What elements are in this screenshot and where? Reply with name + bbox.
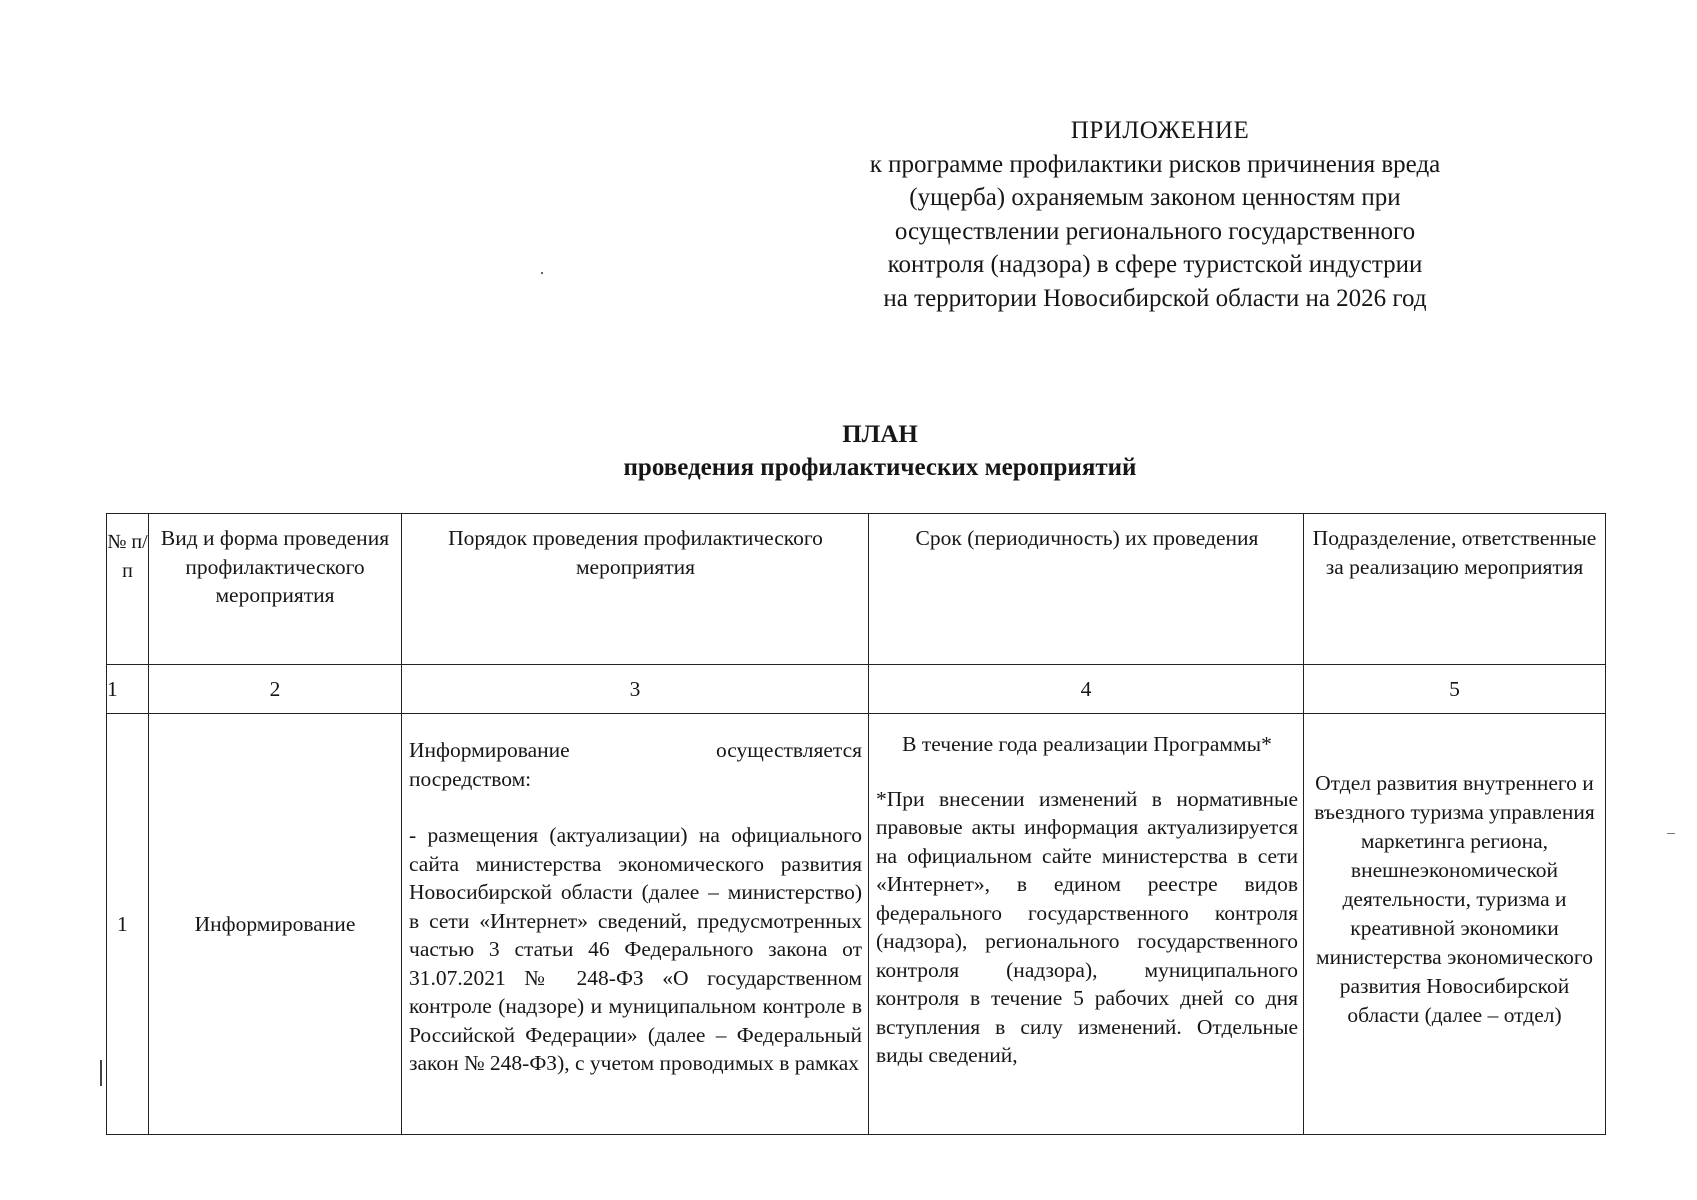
row-procedure <box>402 736 868 1078</box>
term-head: В течение года реализации Программы* <box>902 732 1272 756</box>
column-number: 4 <box>869 665 1304 714</box>
procedure-intro-2: посредством: <box>409 766 532 791</box>
appendix-line: (ущерба) охраняемым законом ценностям при <box>909 184 1401 211</box>
appendix-heading: ПРИЛОЖЕНИЕ <box>1070 117 1250 144</box>
row-term <box>869 730 1303 1070</box>
scan-speck <box>1667 833 1675 834</box>
row-procedure-cell <box>402 714 869 1135</box>
header-text: Порядок проведения профилактического мероприятия <box>448 526 823 579</box>
plan-title: ПЛАН <box>842 421 918 448</box>
row-unit: Отдел развития внутреннего и въездного туризма управления маркетинга региона, внешнеэкономической деятельности, туризма и креативной экономики министерства экономического развития Новосибирской области (далее – отдел) <box>1314 771 1595 1027</box>
plan-title-block <box>580 418 1180 484</box>
header-cell-type <box>149 514 402 665</box>
appendix-block <box>805 114 1505 315</box>
appendix-line: к программе профилактики рисков причинения вреда <box>869 150 1441 178</box>
plan-subtitle: проведения профилактических мероприятий <box>623 454 1137 481</box>
header-cell-unit <box>1304 514 1606 665</box>
header-text: Срок (периодичность) их проведения <box>915 526 1259 550</box>
procedure-body: - размещения (актуализации) на официального сайта министерства экономического развития Новосибирской области (далее – министерство) в сети «Интернет» сведений, предусмотренных частью 3 статьи 46 Федерального закона от 31.07.2021 № 248-ФЗ «О государственном контроле (надзоре) и муниципальном контроле в Российской Федерации» (далее – Федеральный закон № 248-ФЗ), с учетом проводимых в рамках <box>409 823 862 1075</box>
table-header-row <box>107 514 1606 665</box>
column-number: 5 <box>1304 665 1606 714</box>
header-cell-number: № п/п <box>107 514 149 665</box>
column-number-row <box>107 665 1606 714</box>
appendix-line: контроля (надзора) в сфере туристской индустрии <box>887 251 1423 278</box>
header-text: Вид и форма проведения профилактического мероприятия <box>160 526 390 607</box>
header-cell-procedure <box>402 514 869 665</box>
row-number: 1 <box>107 714 149 1135</box>
column-number: 2 <box>149 665 402 714</box>
column-number: 1 <box>107 665 149 714</box>
appendix-line: осуществлении регионального государственного <box>894 217 1416 245</box>
procedure-intro: Информирование осуществляется <box>409 738 862 762</box>
row-unit-cell <box>1304 714 1606 1135</box>
scan-speck <box>541 272 543 274</box>
row-term-cell <box>869 714 1304 1135</box>
row-type-cell <box>149 714 402 1135</box>
row-type: Информирование <box>194 911 356 936</box>
appendix-line: на территории Новосибирской области на 2026 год <box>883 284 1427 312</box>
table-row <box>107 714 1606 1135</box>
header-cell-term <box>869 514 1304 665</box>
plan-table <box>106 513 1606 1135</box>
term-note: *При внесении изменений в нормативные правовые акты информация актуализируется на официальном сайте министерства в сети «Интернет», в едином реестре видов федерального государственного контроля (надзора), регионального государственного контроля (надзора), муниципального контроля в течение 5 рабочих дней со дня вступления в силу изменений. Отдельные виды сведений, <box>876 786 1298 1067</box>
header-text: Подразделение, ответственные за реализацию мероприятия <box>1312 526 1597 579</box>
column-number: 3 <box>402 665 869 714</box>
scan-margin-line <box>100 1060 102 1086</box>
